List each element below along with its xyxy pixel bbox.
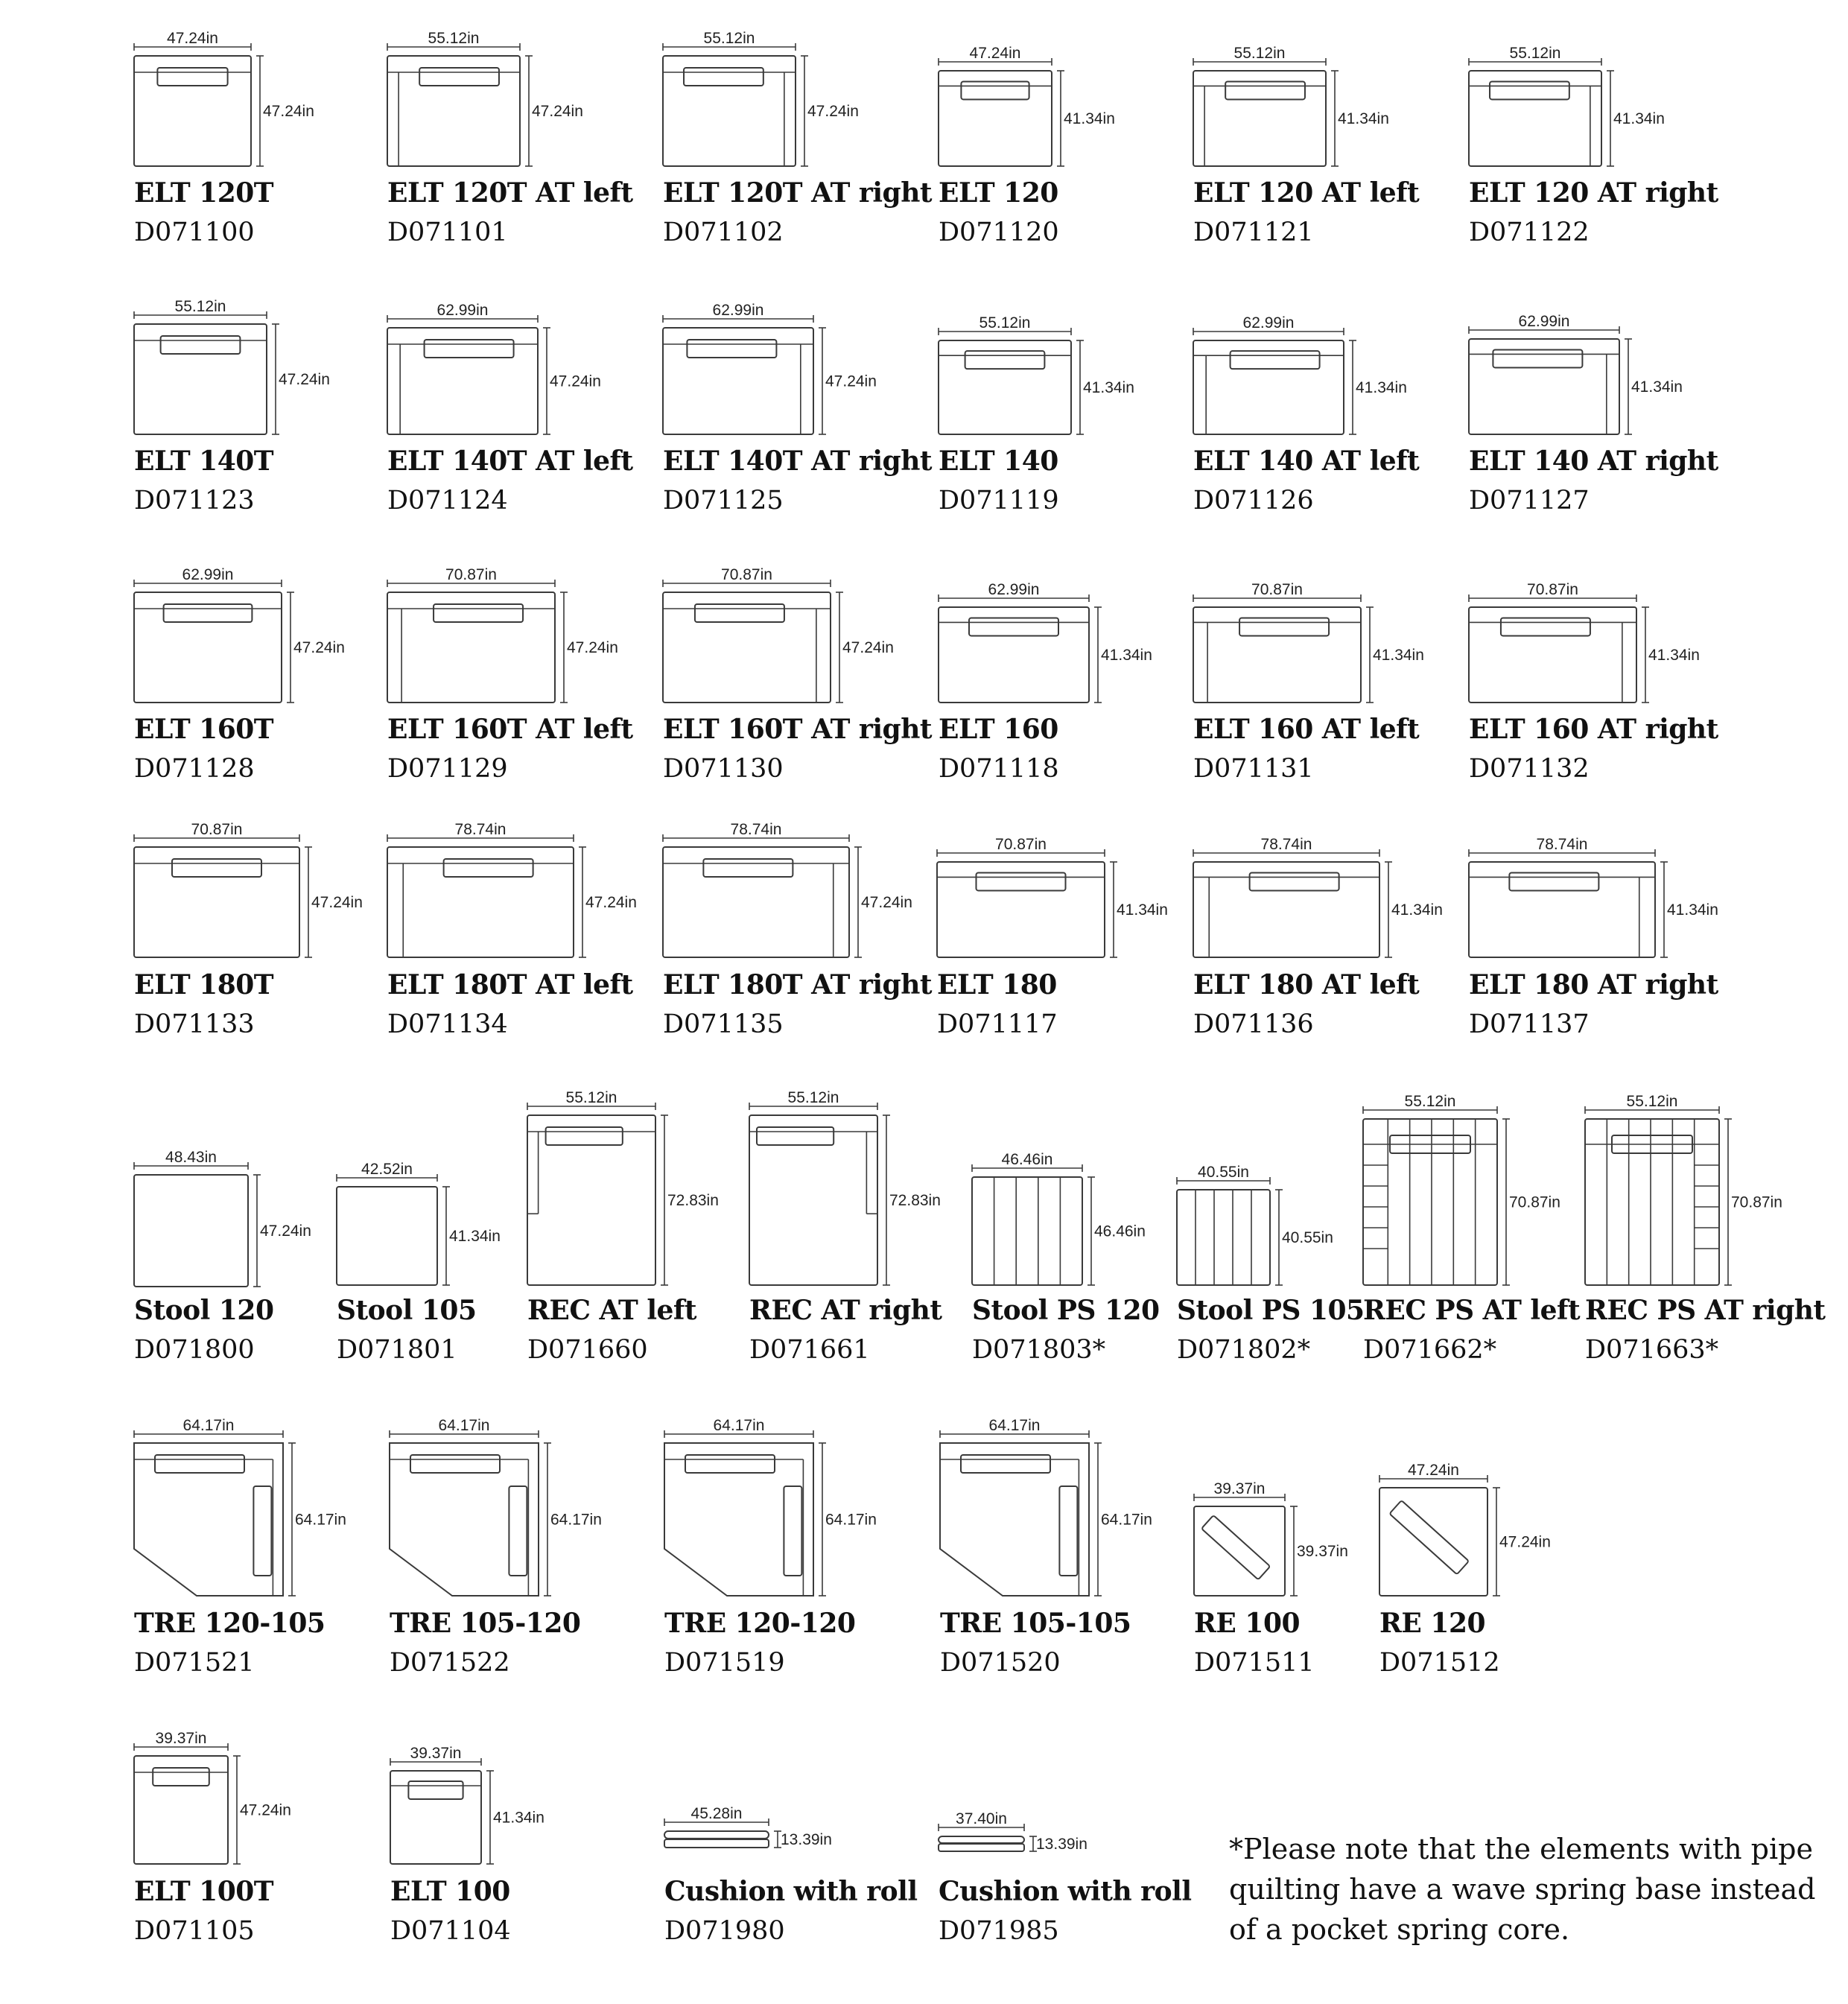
module-drawing <box>134 1417 346 1596</box>
pillow <box>164 604 253 622</box>
width-dimension: 64.17in <box>182 1417 235 1434</box>
depth-dimension: 64.17in <box>825 1511 877 1529</box>
module-drawing <box>1193 836 1443 957</box>
module-drawing <box>1585 1093 1782 1285</box>
depth-dimension: 41.34in <box>1083 379 1134 396</box>
module-name: ELT 160 AT right <box>1469 714 1718 745</box>
side-pillow <box>509 1486 527 1576</box>
module-drawing <box>387 302 601 434</box>
width-dimension: 64.17in <box>438 1417 490 1434</box>
width-dimension: 62.99in <box>1518 313 1570 330</box>
width-dimension: 55.12in <box>174 298 226 315</box>
module-name: ELT 160 <box>939 714 1058 745</box>
diagonal-pillow <box>1389 1500 1469 1574</box>
side-pillow <box>1059 1486 1077 1576</box>
module-code: D071123 <box>134 486 255 516</box>
module-name: ELT 120T AT right <box>663 177 933 209</box>
pillow <box>444 859 533 877</box>
module-drawing <box>387 821 637 957</box>
module-outline <box>939 340 1071 434</box>
module-name: ELT 120 AT right <box>1469 177 1718 209</box>
module-name: ELT 120 AT left <box>1193 177 1420 209</box>
module-code: D071130 <box>663 754 784 784</box>
width-dimension: 47.24in <box>969 45 1021 62</box>
depth-dimension: 47.24in <box>567 639 618 656</box>
module-code: D071120 <box>939 218 1059 247</box>
module-name: REC AT right <box>749 1295 942 1326</box>
module-name: ELT 160T AT right <box>663 714 933 745</box>
depth-dimension: 47.24in <box>311 894 363 911</box>
corner-outline <box>390 1443 539 1596</box>
module-outline <box>390 1771 481 1864</box>
module-code: D071522 <box>390 1648 510 1678</box>
module-drawing <box>387 30 583 166</box>
module-code: D071124 <box>387 486 508 516</box>
module-outline <box>1193 862 1379 957</box>
pillow <box>1501 618 1590 635</box>
module-outline <box>937 862 1105 957</box>
module-code: D071136 <box>1193 1009 1314 1039</box>
module-name: TRE 120-120 <box>664 1608 856 1639</box>
depth-dimension: 13.39in <box>1036 1836 1087 1853</box>
module-name: ELT 180T <box>134 969 274 1001</box>
depth-dimension: 47.24in <box>240 1801 291 1819</box>
pillow <box>172 859 261 877</box>
stool-outline <box>337 1187 437 1285</box>
module-drawing <box>134 566 345 703</box>
module-name: ELT 160T <box>134 714 274 745</box>
module-drawing <box>134 1730 291 1864</box>
module-drawing <box>939 1810 1087 1853</box>
width-dimension: 64.17in <box>988 1417 1041 1434</box>
pillow <box>961 81 1029 99</box>
module-code: D071800 <box>134 1335 255 1365</box>
width-dimension: 62.99in <box>988 581 1040 598</box>
module-drawing <box>663 30 859 166</box>
module-name: Stool PS 120 <box>972 1295 1160 1326</box>
module-drawing <box>937 836 1168 957</box>
pillow <box>685 1455 775 1473</box>
module-name: REC PS AT right <box>1585 1295 1826 1326</box>
module-name: ELT 140 AT left <box>1193 445 1420 477</box>
module-drawing <box>663 302 877 434</box>
depth-dimension: 41.34in <box>1373 647 1424 664</box>
pillow <box>1231 351 1320 369</box>
depth-dimension: 47.24in <box>532 103 583 120</box>
pillow <box>977 872 1066 890</box>
width-dimension: 62.99in <box>182 566 234 583</box>
width-dimension: 62.99in <box>1242 314 1295 332</box>
width-dimension: 78.74in <box>730 821 782 838</box>
stool-outline <box>972 1177 1082 1285</box>
module-drawing <box>134 298 330 434</box>
module-outline <box>1469 862 1655 957</box>
width-dimension: 78.74in <box>1536 836 1588 853</box>
module-name: ELT 140 <box>939 445 1058 477</box>
module-drawing <box>1469 581 1700 703</box>
module-outline <box>1469 607 1636 703</box>
module-code: D071512 <box>1379 1648 1500 1678</box>
depth-dimension: 47.24in <box>279 371 330 388</box>
module-name: Cushion with roll <box>664 1876 918 1907</box>
pillow <box>1201 1515 1270 1579</box>
width-dimension: 42.52in <box>361 1161 413 1178</box>
depth-dimension: 47.24in <box>260 1223 311 1240</box>
pillow <box>1509 872 1598 890</box>
side-pillow <box>253 1486 271 1576</box>
module-name: TRE 120-105 <box>134 1608 326 1639</box>
depth-dimension: 72.83in <box>667 1192 719 1209</box>
module-code: D071137 <box>1469 1009 1590 1039</box>
module-drawing <box>749 1089 941 1285</box>
depth-dimension: 70.87in <box>1509 1193 1560 1211</box>
depth-dimension: 47.24in <box>585 894 637 911</box>
stool-outline <box>134 1175 248 1287</box>
module-code: D071119 <box>939 486 1059 516</box>
corner-outline <box>134 1443 283 1596</box>
module-name: ELT 100T <box>134 1876 274 1907</box>
module-drawing <box>1379 1462 1551 1596</box>
depth-dimension: 41.34in <box>1613 110 1665 127</box>
width-dimension: 39.37in <box>410 1745 462 1762</box>
depth-dimension: 70.87in <box>1731 1193 1782 1211</box>
module-name: ELT 160T AT left <box>387 714 633 745</box>
module-drawing <box>387 566 618 703</box>
pillow <box>546 1127 623 1145</box>
module-code: D071127 <box>1469 486 1590 516</box>
depth-dimension: 64.17in <box>295 1511 346 1529</box>
module-name: REC PS AT left <box>1363 1295 1581 1326</box>
module-drawing <box>972 1151 1146 1285</box>
cushion <box>939 1844 1024 1851</box>
module-name: ELT 160 AT left <box>1193 714 1420 745</box>
pillow <box>1225 81 1305 99</box>
module-drawing <box>390 1745 544 1864</box>
module-drawing <box>663 566 894 703</box>
module-name: ELT 120T AT left <box>387 177 633 209</box>
module-drawing <box>939 45 1115 166</box>
width-dimension: 70.87in <box>721 566 772 583</box>
module-code: D071122 <box>1469 218 1590 247</box>
depth-dimension: 47.24in <box>807 103 859 120</box>
module-drawing <box>527 1089 719 1285</box>
module-code: D071102 <box>663 218 784 247</box>
depth-dimension: 47.24in <box>550 372 601 390</box>
pillow <box>1493 349 1582 367</box>
module-drawing <box>1469 313 1683 434</box>
module-code: D071802* <box>1177 1335 1311 1365</box>
pillow <box>434 604 523 622</box>
module-drawing <box>1177 1164 1333 1285</box>
pillow <box>965 351 1045 369</box>
module-drawing <box>664 1417 877 1596</box>
width-dimension: 70.87in <box>1251 581 1303 598</box>
depth-dimension: 47.24in <box>263 103 314 120</box>
roll <box>939 1836 1024 1843</box>
module-name: ELT 180T AT right <box>663 969 933 1001</box>
module-code: D071105 <box>134 1916 255 1946</box>
module-code: D071118 <box>939 754 1059 784</box>
module-outline <box>939 71 1052 166</box>
module-outline <box>1469 339 1619 434</box>
depth-dimension: 41.34in <box>493 1809 544 1827</box>
depth-dimension: 46.46in <box>1094 1223 1146 1240</box>
depth-dimension: 41.34in <box>1338 110 1389 127</box>
corner-outline <box>1379 1488 1487 1596</box>
width-dimension: 55.12in <box>979 314 1031 332</box>
module-code: D071520 <box>940 1648 1061 1678</box>
module-drawing <box>337 1161 501 1285</box>
module-code: D071519 <box>664 1648 785 1678</box>
pillow <box>703 859 793 877</box>
depth-dimension: 41.34in <box>1356 379 1407 396</box>
pillow <box>155 1455 244 1473</box>
module-outline <box>939 607 1089 703</box>
module-code: D071117 <box>937 1009 1058 1039</box>
module-outline <box>1193 607 1361 703</box>
module-name: Stool 120 <box>134 1295 274 1326</box>
pillow <box>425 340 514 358</box>
depth-dimension: 41.34in <box>449 1228 501 1245</box>
corner-outline <box>940 1443 1089 1596</box>
pillow <box>153 1768 209 1786</box>
module-code: D071980 <box>664 1916 785 1946</box>
depth-dimension: 47.24in <box>861 894 912 911</box>
module-code: D071132 <box>1469 754 1590 784</box>
module-name: ELT 180 AT left <box>1193 969 1420 1001</box>
pillow <box>757 1127 833 1145</box>
depth-dimension: 47.24in <box>293 639 345 656</box>
width-dimension: 45.28in <box>690 1805 743 1822</box>
side-pillow <box>784 1486 801 1576</box>
module-name: ELT 140T AT left <box>387 445 633 477</box>
module-drawing <box>940 1417 1152 1596</box>
module-name: RE 100 <box>1194 1608 1301 1639</box>
module-drawing <box>939 314 1134 434</box>
width-dimension: 47.24in <box>1408 1462 1459 1479</box>
module-drawing <box>134 30 314 166</box>
module-drawing <box>1193 45 1389 166</box>
module-drawing <box>664 1805 832 1848</box>
corner-outline <box>664 1443 813 1596</box>
pillow <box>419 68 499 86</box>
depth-dimension: 40.55in <box>1282 1229 1333 1246</box>
module-code: D071126 <box>1193 486 1314 516</box>
module-code: D071125 <box>663 486 784 516</box>
depth-dimension: 41.34in <box>1101 647 1152 664</box>
module-drawing <box>134 821 363 957</box>
depth-dimension: 47.24in <box>1499 1533 1551 1551</box>
depth-dimension: 39.37in <box>1297 1543 1348 1560</box>
depth-dimension: 41.34in <box>1391 901 1443 919</box>
module-name: ELT 120T <box>134 177 274 209</box>
module-drawing <box>663 821 912 957</box>
depth-dimension: 41.34in <box>1064 110 1115 127</box>
module-drawing <box>1194 1480 1348 1596</box>
module-drawing <box>1469 836 1718 957</box>
module-name: ELT 180 <box>937 969 1057 1001</box>
module-name: ELT 100 <box>390 1876 510 1907</box>
roll <box>664 1831 769 1839</box>
width-dimension: 70.87in <box>995 836 1047 853</box>
pillow <box>1490 81 1569 99</box>
module-code: D071801 <box>337 1335 457 1365</box>
module-code: D071660 <box>527 1335 648 1365</box>
pillow <box>695 604 784 622</box>
module-name: ELT 140T <box>134 445 274 477</box>
width-dimension: 55.12in <box>1626 1093 1678 1110</box>
module-code: D071131 <box>1193 754 1314 784</box>
module-outline <box>1469 71 1601 166</box>
depth-dimension: 41.34in <box>1667 901 1718 919</box>
module-outline <box>1193 71 1326 166</box>
module-drawing <box>134 1149 311 1287</box>
depth-dimension: 41.34in <box>1631 378 1683 396</box>
depth-dimension: 64.17in <box>550 1511 602 1529</box>
module-drawing <box>390 1417 602 1596</box>
pillow <box>1250 872 1339 890</box>
width-dimension: 55.12in <box>1404 1093 1456 1110</box>
depth-dimension: 41.34in <box>1117 901 1168 919</box>
depth-dimension: 47.24in <box>825 372 877 390</box>
pillow <box>687 340 776 358</box>
module-code: D071135 <box>663 1009 784 1039</box>
module-outline <box>1193 340 1344 434</box>
width-dimension: 64.17in <box>713 1417 765 1434</box>
depth-dimension: 64.17in <box>1101 1511 1152 1529</box>
module-drawing <box>1363 1093 1560 1285</box>
module-name: Cushion with roll <box>939 1876 1192 1907</box>
cushion <box>664 1839 769 1848</box>
module-name: TRE 105-105 <box>940 1608 1131 1639</box>
module-code: D071803* <box>972 1335 1106 1365</box>
width-dimension: 39.37in <box>1213 1480 1266 1497</box>
pillow <box>1389 1500 1469 1574</box>
module-code: D071121 <box>1193 218 1314 247</box>
diagonal-pillow <box>1201 1515 1270 1579</box>
width-dimension: 70.87in <box>1527 581 1578 598</box>
module-code: D071100 <box>134 218 255 247</box>
depth-dimension: 72.83in <box>889 1192 941 1209</box>
module-code: D071663* <box>1585 1335 1719 1365</box>
pillow <box>969 618 1058 635</box>
module-name: Stool 105 <box>337 1295 477 1326</box>
pillow <box>410 1455 500 1473</box>
width-dimension: 62.99in <box>436 302 489 319</box>
width-dimension: 55.12in <box>703 30 755 47</box>
module-code: D071133 <box>134 1009 255 1039</box>
pillow <box>961 1455 1050 1473</box>
module-code: D071662* <box>1363 1335 1497 1365</box>
module-code: D071985 <box>939 1916 1059 1946</box>
stool-outline <box>1177 1190 1270 1285</box>
width-dimension: 55.12in <box>1509 45 1561 62</box>
width-dimension: 70.87in <box>191 821 243 838</box>
module-code: D071128 <box>134 754 255 784</box>
width-dimension: 55.12in <box>787 1089 839 1106</box>
module-code: D071661 <box>749 1335 870 1365</box>
width-dimension: 47.24in <box>167 30 218 47</box>
module-name: TRE 105-120 <box>390 1608 581 1639</box>
module-name: ELT 180T AT left <box>387 969 633 1001</box>
width-dimension: 78.74in <box>1260 836 1312 853</box>
module-name: RE 120 <box>1379 1608 1486 1639</box>
module-drawing <box>1193 581 1424 703</box>
width-dimension: 55.12in <box>1233 45 1286 62</box>
module-code: D071104 <box>390 1916 511 1946</box>
pillow <box>157 68 227 86</box>
module-drawing <box>1193 314 1407 434</box>
width-dimension: 48.43in <box>165 1149 217 1166</box>
corner-outline <box>1194 1506 1285 1596</box>
pillow <box>408 1781 463 1799</box>
depth-dimension: 13.39in <box>781 1831 832 1848</box>
width-dimension: 55.12in <box>428 30 480 47</box>
module-name: ELT 120 <box>939 177 1058 209</box>
width-dimension: 39.37in <box>155 1730 207 1747</box>
pillow <box>1239 618 1329 635</box>
footnote: *Please note that the elements with pipe quilting have a wave spring base instead of a pocket spring core. <box>1229 1833 1816 1946</box>
module-code: D071129 <box>387 754 508 784</box>
width-dimension: 70.87in <box>445 566 497 583</box>
module-name: Stool PS 105 <box>1177 1295 1365 1326</box>
width-dimension: 62.99in <box>712 302 764 319</box>
pillow <box>161 336 241 354</box>
rec-outline <box>749 1115 877 1285</box>
rec-outline <box>527 1115 655 1285</box>
width-dimension: 55.12in <box>565 1089 617 1106</box>
module-code: D071101 <box>387 218 508 247</box>
module-code: D071134 <box>387 1009 508 1039</box>
module-code: D071521 <box>134 1648 255 1678</box>
module-drawing <box>939 581 1152 703</box>
module-name: REC AT left <box>527 1295 697 1326</box>
module-code: D071511 <box>1194 1648 1315 1678</box>
module-drawing <box>1469 45 1665 166</box>
width-dimension: 46.46in <box>1001 1151 1053 1168</box>
module-name: ELT 180 AT right <box>1469 969 1718 1001</box>
module-name: ELT 140 AT right <box>1469 445 1718 477</box>
width-dimension: 37.40in <box>956 1810 1007 1827</box>
width-dimension: 40.55in <box>1198 1164 1249 1181</box>
width-dimension: 78.74in <box>454 821 507 838</box>
depth-dimension: 47.24in <box>842 639 894 656</box>
module-name: ELT 140T AT right <box>663 445 933 477</box>
depth-dimension: 41.34in <box>1648 647 1700 664</box>
pillow <box>684 68 763 86</box>
